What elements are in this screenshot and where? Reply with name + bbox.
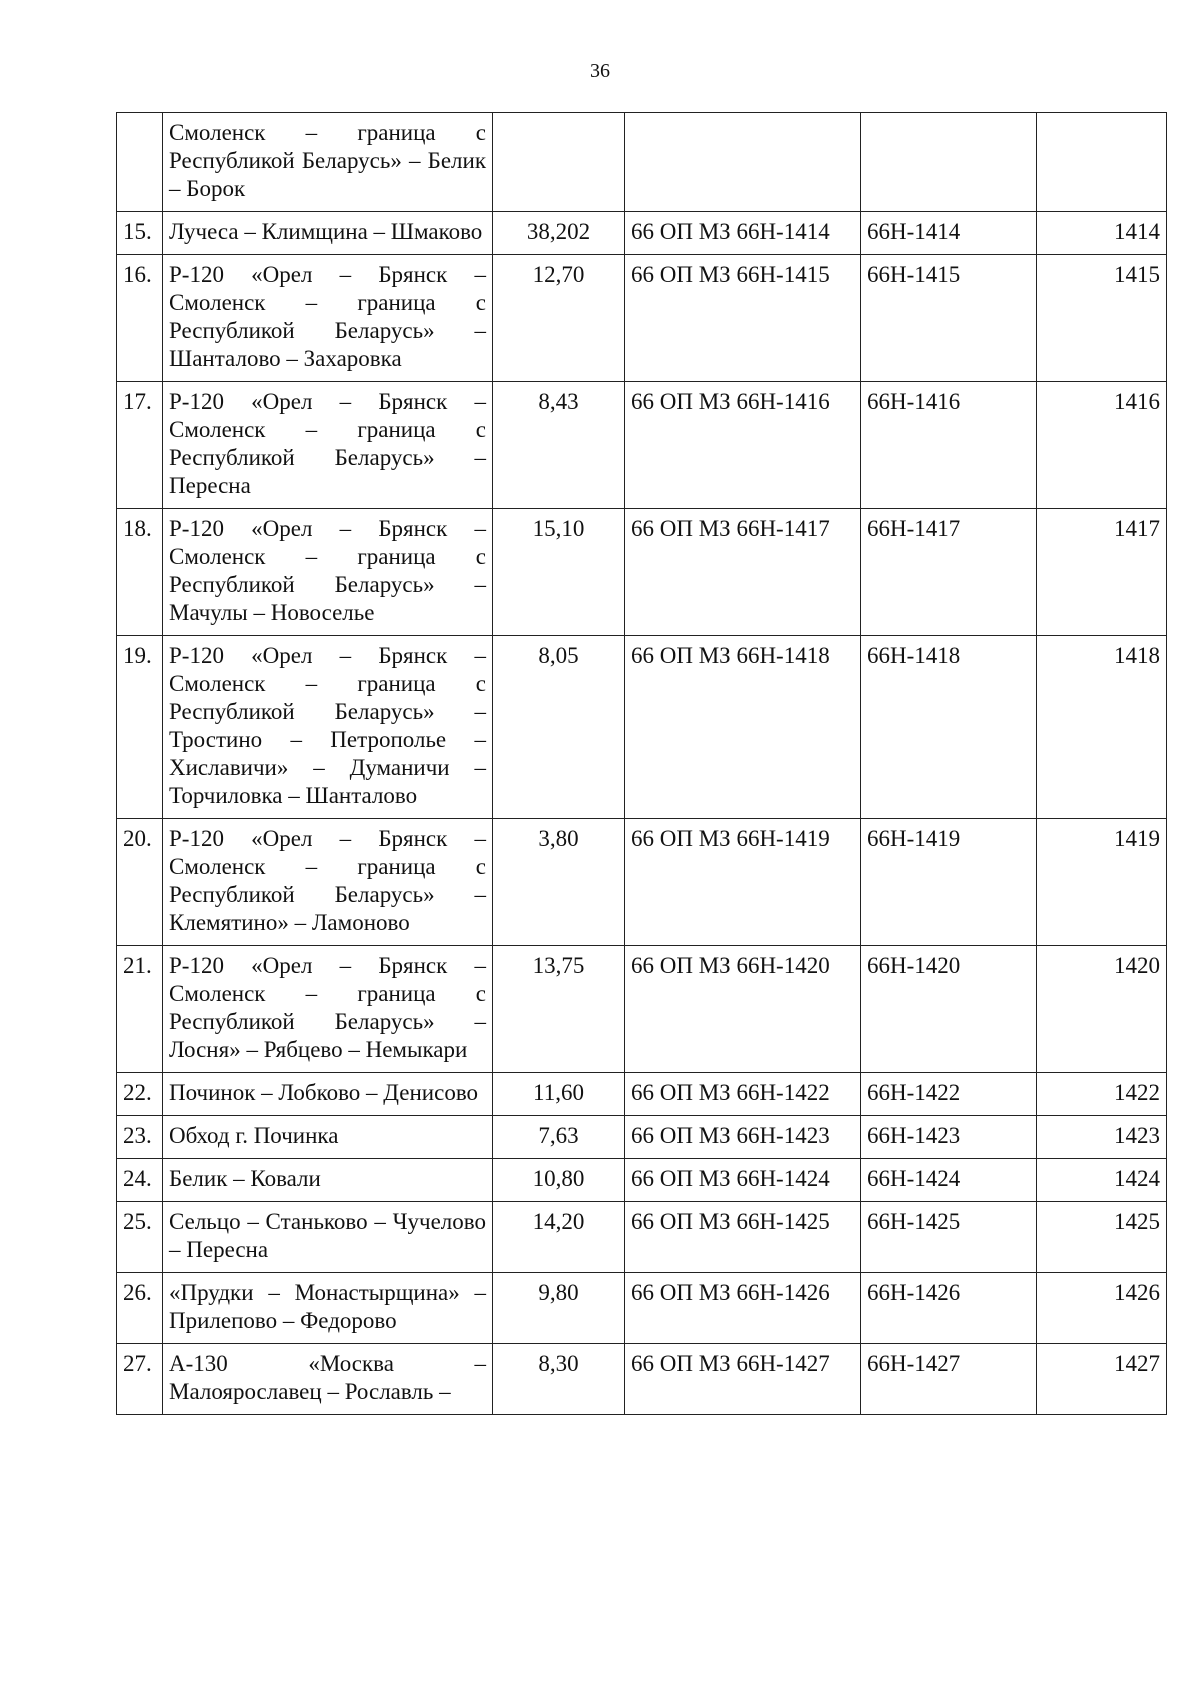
road-name: Лучеса – Климщина – Шмаково xyxy=(163,212,493,255)
row-number: 26. xyxy=(117,1273,163,1344)
road-name: Р-120 «Орел – Брянск – Смоленск – граница с Республикой Беларусь» – Мачулы – Новоселье xyxy=(163,509,493,636)
row-number: 24. xyxy=(117,1159,163,1202)
road-name: Р-120 «Орел – Брянск – Смоленск – граница с Республикой Беларусь» – Шанталово – Захаровка xyxy=(163,255,493,382)
road-code: 66Н-1427 xyxy=(861,1344,1037,1415)
road-number: 1419 xyxy=(1037,819,1167,946)
road-number xyxy=(1037,113,1167,212)
row-number: 23. xyxy=(117,1116,163,1159)
table-row xyxy=(117,636,1167,819)
table-row xyxy=(117,1159,1167,1202)
road-length: 8,05 xyxy=(493,636,625,819)
road-identifier: 66 ОП МЗ 66Н-1427 xyxy=(625,1344,861,1415)
road-code: 66Н-1425 xyxy=(861,1202,1037,1273)
road-code: 66Н-1415 xyxy=(861,255,1037,382)
road-number: 1420 xyxy=(1037,946,1167,1073)
row-number: 21. xyxy=(117,946,163,1073)
row-number: 19. xyxy=(117,636,163,819)
roads-table-body xyxy=(117,113,1167,1415)
road-length: 8,30 xyxy=(493,1344,625,1415)
road-name: Р-120 «Орел – Брянск – Смоленск – граница с Республикой Беларусь» – Тростино – Петрополье – Хиславичи» – Думаничи – Торчиловка – Шанталово xyxy=(163,636,493,819)
road-length xyxy=(493,113,625,212)
road-code: 66Н-1414 xyxy=(861,212,1037,255)
road-code: 66Н-1418 xyxy=(861,636,1037,819)
road-length: 10,80 xyxy=(493,1159,625,1202)
road-name: Р-120 «Орел – Брянск – Смоленск – граница с Республикой Беларусь» – Лосня» – Рябцево – Немыкари xyxy=(163,946,493,1073)
road-number: 1415 xyxy=(1037,255,1167,382)
road-code: 66Н-1422 xyxy=(861,1073,1037,1116)
table-row xyxy=(117,255,1167,382)
road-name: Смоленск – граница с Республикой Беларусь» – Белик – Борок xyxy=(163,113,493,212)
road-name: Обход г. Починка xyxy=(163,1116,493,1159)
road-identifier: 66 ОП МЗ 66Н-1423 xyxy=(625,1116,861,1159)
table-row xyxy=(117,113,1167,212)
row-number: 15. xyxy=(117,212,163,255)
road-identifier: 66 ОП МЗ 66Н-1417 xyxy=(625,509,861,636)
road-name: Р-120 «Орел – Брянск – Смоленск – граница с Республикой Беларусь» – Пересна xyxy=(163,382,493,509)
road-number: 1423 xyxy=(1037,1116,1167,1159)
road-code: 66Н-1420 xyxy=(861,946,1037,1073)
table-row xyxy=(117,1202,1167,1273)
road-length: 9,80 xyxy=(493,1273,625,1344)
road-identifier: 66 ОП МЗ 66Н-1424 xyxy=(625,1159,861,1202)
row-number: 18. xyxy=(117,509,163,636)
road-identifier: 66 ОП МЗ 66Н-1426 xyxy=(625,1273,861,1344)
table-row xyxy=(117,509,1167,636)
road-identifier: 66 ОП МЗ 66Н-1425 xyxy=(625,1202,861,1273)
road-length: 13,75 xyxy=(493,946,625,1073)
table-row xyxy=(117,1073,1167,1116)
road-identifier xyxy=(625,113,861,212)
road-length: 7,63 xyxy=(493,1116,625,1159)
row-number xyxy=(117,113,163,212)
road-length: 15,10 xyxy=(493,509,625,636)
road-name: Р-120 «Орел – Брянск – Смоленск – граница с Республикой Беларусь» – Клемятино» – Ламоново xyxy=(163,819,493,946)
table-row xyxy=(117,1344,1167,1415)
page-number: 36 xyxy=(590,60,610,82)
road-code: 66Н-1423 xyxy=(861,1116,1037,1159)
road-code: 66Н-1426 xyxy=(861,1273,1037,1344)
row-number: 17. xyxy=(117,382,163,509)
table-row xyxy=(117,946,1167,1073)
road-length: 38,202 xyxy=(493,212,625,255)
row-number: 20. xyxy=(117,819,163,946)
row-number: 16. xyxy=(117,255,163,382)
road-length: 3,80 xyxy=(493,819,625,946)
road-number: 1424 xyxy=(1037,1159,1167,1202)
row-number: 27. xyxy=(117,1344,163,1415)
roads-table xyxy=(116,112,1167,1415)
row-number: 22. xyxy=(117,1073,163,1116)
table-row xyxy=(117,819,1167,946)
road-number: 1425 xyxy=(1037,1202,1167,1273)
table-row xyxy=(117,212,1167,255)
road-code: 66Н-1417 xyxy=(861,509,1037,636)
table-row xyxy=(117,382,1167,509)
road-number: 1414 xyxy=(1037,212,1167,255)
road-number: 1427 xyxy=(1037,1344,1167,1415)
table-row xyxy=(117,1116,1167,1159)
road-number: 1417 xyxy=(1037,509,1167,636)
road-identifier: 66 ОП МЗ 66Н-1415 xyxy=(625,255,861,382)
road-length: 11,60 xyxy=(493,1073,625,1116)
road-code: 66Н-1416 xyxy=(861,382,1037,509)
road-length: 12,70 xyxy=(493,255,625,382)
road-identifier: 66 ОП МЗ 66Н-1419 xyxy=(625,819,861,946)
road-number: 1426 xyxy=(1037,1273,1167,1344)
road-length: 14,20 xyxy=(493,1202,625,1273)
road-code: 66Н-1424 xyxy=(861,1159,1037,1202)
road-code: 66Н-1419 xyxy=(861,819,1037,946)
road-length: 8,43 xyxy=(493,382,625,509)
road-identifier: 66 ОП МЗ 66Н-1422 xyxy=(625,1073,861,1116)
road-number: 1418 xyxy=(1037,636,1167,819)
road-number: 1422 xyxy=(1037,1073,1167,1116)
road-name: Починок – Лобково – Денисово xyxy=(163,1073,493,1116)
road-identifier: 66 ОП МЗ 66Н-1420 xyxy=(625,946,861,1073)
road-name: А-130 «Москва – Малоярославец – Рославль – xyxy=(163,1344,493,1415)
road-name: «Прудки – Монастырщина» – Прилепово – Федорово xyxy=(163,1273,493,1344)
road-identifier: 66 ОП МЗ 66Н-1416 xyxy=(625,382,861,509)
table-row xyxy=(117,1273,1167,1344)
road-identifier: 66 ОП МЗ 66Н-1414 xyxy=(625,212,861,255)
road-number: 1416 xyxy=(1037,382,1167,509)
row-number: 25. xyxy=(117,1202,163,1273)
road-name: Белик – Ковали xyxy=(163,1159,493,1202)
road-name: Сельцо – Станьково – Чучелово – Пересна xyxy=(163,1202,493,1273)
road-code xyxy=(861,113,1037,212)
road-identifier: 66 ОП МЗ 66Н-1418 xyxy=(625,636,861,819)
